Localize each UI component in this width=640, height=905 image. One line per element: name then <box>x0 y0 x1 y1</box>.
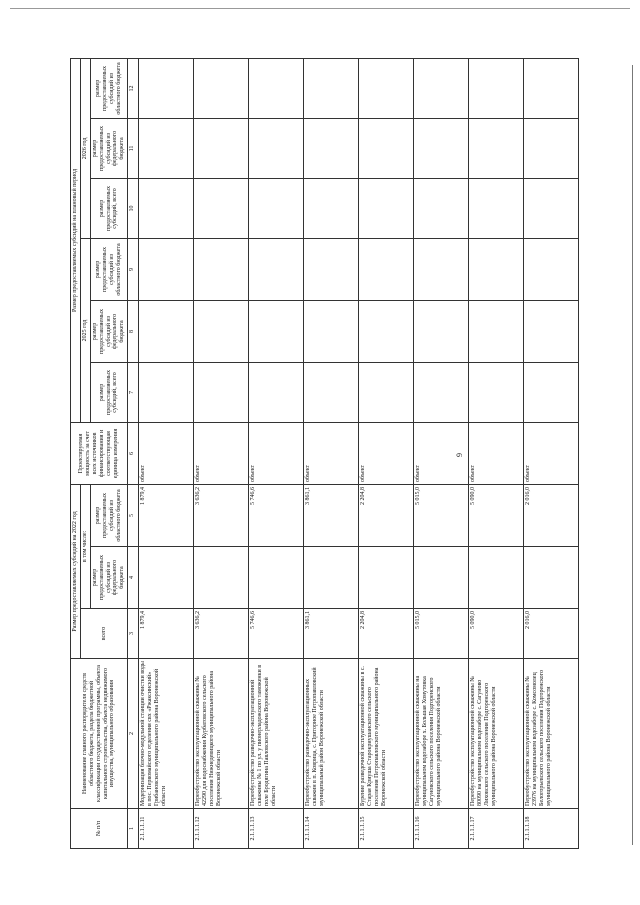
row-name: Переобустройство эксплуатационной скважины № 23976 на муниципальном водозаборе с. Комсомолец Белогорьевского сельского поселения Подгоренского муниципального района Воронежской области <box>524 659 579 809</box>
row-empty <box>304 362 359 422</box>
row-empty <box>194 300 249 362</box>
header-fed-2025: размер предоставляемых субсидий из федерального бюджета <box>90 300 127 362</box>
row-fed <box>359 547 414 609</box>
row-name: Переобустройство эксплуатационной скважины № 80090 на муниципальном водозаборе с. Сагуново Лиховского сельского поселения Подгоренского муниципального района Воронежской области <box>469 659 524 809</box>
row-empty <box>249 58 304 118</box>
row-unit: объект <box>524 422 579 484</box>
row-total: 1 879,4 <box>139 609 194 659</box>
row-name: Бурение разведочной эксплуатационной скважины в с. Старая Криуша Старокриушанского сельского поселения Петропавловского муниципального района Воронежской области <box>359 659 414 809</box>
row-empty <box>249 238 304 300</box>
row-name: Модернизация блочно-модульной станции очистки воды в пос. Первомайского отделения свх «Ржаксинский» Грибановского муниципального района Воронежской области <box>139 659 194 809</box>
row-empty <box>139 300 194 362</box>
row-empty <box>469 362 524 422</box>
row-empty <box>139 178 194 238</box>
row-total: 2 204,8 <box>359 609 414 659</box>
row-code: 2.1.1.1.11 <box>139 809 194 849</box>
row-empty <box>249 118 304 178</box>
row-name: Переобустройство эксплуатационной скважины на муниципальном водозаборе х. Большая Хомутовка Сагуновского сельского поселения Подгоренского муниципального района Воронежской области <box>414 659 469 809</box>
row-empty <box>524 118 579 178</box>
row-empty <box>469 58 524 118</box>
table-row <box>414 58 469 848</box>
table-row <box>249 58 304 848</box>
row-fed <box>249 547 304 609</box>
col-number: 7 <box>128 362 139 422</box>
row-name: Переобустройство разведочно-эксплуатационной скважины № 1 по ул. у пионерладожского таможенки в поле Бродягина Павловского района Воронежской области <box>249 659 304 809</box>
row-empty <box>524 58 579 118</box>
page-number: 9 <box>455 453 464 457</box>
row-obl: 5 746,6 <box>249 484 304 546</box>
row-empty <box>524 362 579 422</box>
table-row <box>304 58 359 848</box>
table-row <box>139 58 194 848</box>
row-total: 5 090,0 <box>469 609 524 659</box>
row-total: 5 015,0 <box>414 609 469 659</box>
row-fed <box>194 547 249 609</box>
row-unit: объект <box>194 422 249 484</box>
table-row <box>359 58 414 848</box>
row-empty <box>304 178 359 238</box>
row-empty <box>414 300 469 362</box>
row-code: 2.1.1.1.12 <box>194 809 249 849</box>
bottom-rule <box>632 65 633 845</box>
row-obl: 5 090,0 <box>469 484 524 546</box>
row-empty <box>249 300 304 362</box>
row-unit: объект <box>469 422 524 484</box>
row-empty <box>469 238 524 300</box>
row-fed <box>524 547 579 609</box>
subsidies-table <box>70 58 579 849</box>
header-fed-2026: размер предоставляемых субсидий из федерального бюджета <box>90 118 127 178</box>
row-fed <box>139 547 194 609</box>
header-obl-2022: размер предоставляемых субсидий из областного бюджета <box>90 484 127 546</box>
col-number: 1 <box>128 809 139 849</box>
row-empty <box>524 238 579 300</box>
row-empty <box>359 362 414 422</box>
table-row <box>524 58 579 848</box>
header-name: Наименование главного распорядителя средств областного бюджета, раздела бюджетной классификации государственной программы, объекта капитального строительства, объекта недвижимого имущества, муниципального образования <box>71 659 128 809</box>
row-empty <box>139 362 194 422</box>
row-empty <box>524 300 579 362</box>
row-empty <box>194 58 249 118</box>
row-empty <box>414 58 469 118</box>
row-fed <box>304 547 359 609</box>
row-code: 2.1.1.1.15 <box>359 809 414 849</box>
row-empty <box>304 118 359 178</box>
header-capacity: Проектируемая мощность за счет всех источников финансирования и соответствующая единица измерения <box>71 422 128 484</box>
header-num: № п/п <box>71 809 128 849</box>
row-name: Переобустройство эксплуатационной скважины № 42290 для водоснабжения Курбатовского сельского поселения Нижнедевицкого муниципального района Воронежской области <box>194 659 249 809</box>
row-code: 2.1.1.1.18 <box>524 809 579 849</box>
col-number: 8 <box>128 300 139 362</box>
col-number: 4 <box>128 547 139 609</box>
row-empty <box>304 58 359 118</box>
row-empty <box>139 118 194 178</box>
row-empty <box>249 178 304 238</box>
row-empty <box>469 118 524 178</box>
row-empty <box>304 300 359 362</box>
row-total: 3 636,2 <box>194 609 249 659</box>
col-number: 5 <box>128 484 139 546</box>
row-code: 2.1.1.1.17 <box>469 809 524 849</box>
row-empty <box>249 362 304 422</box>
table-row <box>469 58 524 848</box>
col-number: 12 <box>128 58 139 118</box>
header-fed-2022: размер предоставляемых субсидий из федерального бюджета <box>90 547 127 609</box>
row-obl: 3 861,1 <box>304 484 359 546</box>
header-plan-period: Размер предоставляемых субсидий на плановый период <box>71 58 81 422</box>
row-empty <box>414 178 469 238</box>
row-empty <box>469 300 524 362</box>
header-year-2025: 2025 год <box>80 238 90 422</box>
row-fed <box>414 547 469 609</box>
row-unit: объект <box>304 422 359 484</box>
row-empty <box>194 238 249 300</box>
col-number: 9 <box>128 238 139 300</box>
row-obl: 2 016,0 <box>524 484 579 546</box>
row-empty <box>359 300 414 362</box>
row-name: Переобустройство разведочно-эксплуатационных скважин в п. Коврица, с. Приторное Петропавловский муниципальный район Воронежской области <box>304 659 359 809</box>
row-obl: 3 636,2 <box>194 484 249 546</box>
row-empty <box>359 58 414 118</box>
row-unit: объект <box>139 422 194 484</box>
row-empty <box>414 238 469 300</box>
row-unit: объект <box>249 422 304 484</box>
row-empty <box>469 178 524 238</box>
header-total-2025: размер предоставляемых субсидий, всего <box>90 362 127 422</box>
header-total: всего <box>80 609 127 659</box>
header-obl-2026: размер предоставляемых субсидий из областного бюджета <box>90 58 127 118</box>
header-total-2026: размер предоставляемых субсидий, всего <box>90 178 127 238</box>
row-empty <box>359 238 414 300</box>
row-unit: объект <box>359 422 414 484</box>
header-row-1 <box>71 58 81 848</box>
header-obl-2025: размер предоставляемых субсидий из областного бюджета <box>90 238 127 300</box>
row-empty <box>194 178 249 238</box>
header-including: в том числе: <box>80 484 90 608</box>
row-obl: 2 204,8 <box>359 484 414 546</box>
row-empty <box>194 118 249 178</box>
header-total-2022: Размер предоставляемых субсидий на 2022 год <box>71 484 81 658</box>
row-total: 3 861,1 <box>304 609 359 659</box>
row-empty <box>359 118 414 178</box>
row-obl: 1 879,4 <box>139 484 194 546</box>
row-empty <box>359 178 414 238</box>
row-empty <box>304 238 359 300</box>
row-unit: объект <box>414 422 469 484</box>
row-empty <box>414 362 469 422</box>
row-empty <box>139 238 194 300</box>
col-number: 2 <box>128 659 139 809</box>
row-empty <box>524 178 579 238</box>
row-total: 5 746,6 <box>249 609 304 659</box>
row-obl: 5 015,0 <box>414 484 469 546</box>
row-total: 2 016,0 <box>524 609 579 659</box>
page-edge-line <box>10 8 630 9</box>
row-empty <box>139 58 194 118</box>
column-numbers-row <box>128 58 139 848</box>
row-code: 2.1.1.1.13 <box>249 809 304 849</box>
header-year-2026: 2026 год <box>80 58 90 238</box>
row-empty <box>414 118 469 178</box>
table-row <box>194 58 249 848</box>
col-number: 10 <box>128 178 139 238</box>
col-number: 3 <box>128 609 139 659</box>
row-fed <box>469 547 524 609</box>
col-number: 6 <box>128 422 139 484</box>
row-code: 2.1.1.1.16 <box>414 809 469 849</box>
row-code: 2.1.1.1.14 <box>304 809 359 849</box>
row-empty <box>194 362 249 422</box>
col-number: 11 <box>128 118 139 178</box>
